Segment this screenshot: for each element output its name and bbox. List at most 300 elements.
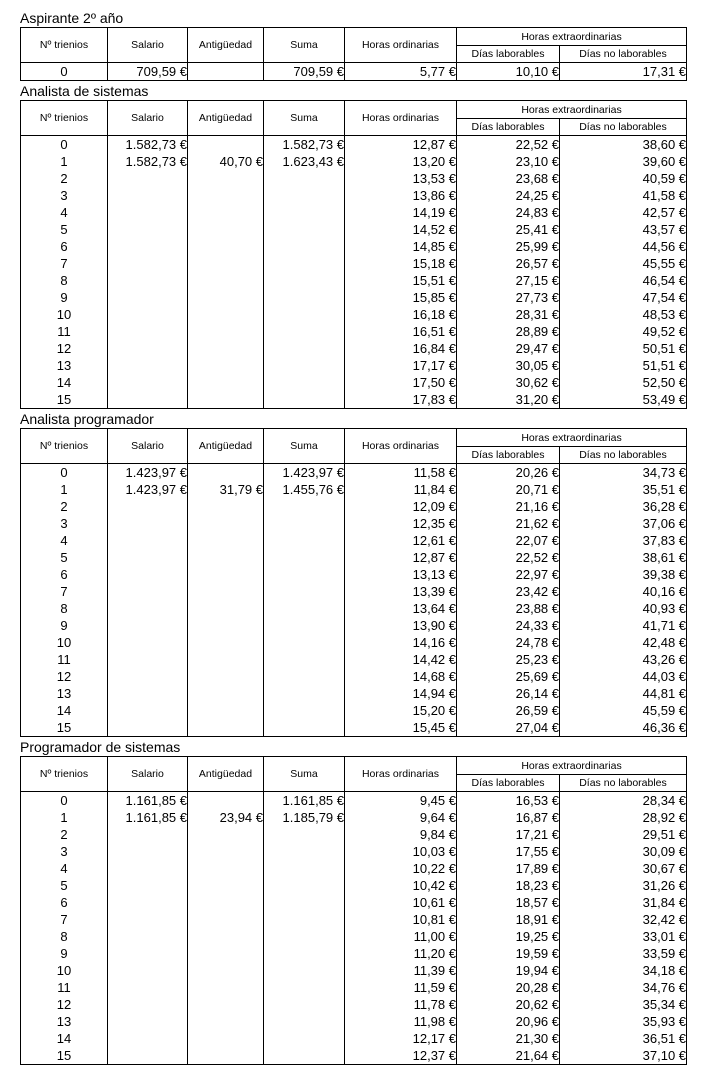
header-suma: Suma [264, 757, 345, 792]
cell-trienios: 0 [21, 464, 108, 482]
cell-trienios: 11 [21, 323, 108, 340]
cell-trienios: 14 [21, 702, 108, 719]
cell-dias-laborables: 24,33 € [457, 617, 560, 634]
cell-dias-laborables: 22,07 € [457, 532, 560, 549]
cell-trienios: 2 [21, 498, 108, 515]
cell-dias-no-laborables: 53,49 € [560, 391, 687, 409]
cell-trienios: 15 [21, 391, 108, 409]
cell-antiguedad [188, 860, 264, 877]
cell-dias-no-laborables: 44,81 € [560, 685, 687, 702]
table-row [21, 221, 687, 238]
cell-dias-no-laborables: 37,06 € [560, 515, 687, 532]
section-title: Analista de sistemas [20, 83, 149, 99]
cell-suma [264, 685, 345, 702]
header-suma: Suma [264, 429, 345, 464]
cell-suma [264, 1030, 345, 1047]
cell-trienios: 5 [21, 549, 108, 566]
cell-dias-no-laborables: 44,03 € [560, 668, 687, 685]
cell-dias-laborables: 24,83 € [457, 204, 560, 221]
cell-horas-ordinarias: 15,85 € [345, 289, 457, 306]
header-antiguedad: Antigüedad [188, 429, 264, 464]
cell-trienios: 10 [21, 634, 108, 651]
cell-dias-no-laborables: 42,57 € [560, 204, 687, 221]
cell-dias-no-laborables: 31,26 € [560, 877, 687, 894]
cell-salario [108, 945, 188, 962]
header-suma: Suma [264, 101, 345, 136]
cell-antiguedad [188, 170, 264, 187]
table-row [21, 843, 687, 860]
cell-dias-no-laborables: 40,16 € [560, 583, 687, 600]
cell-trienios: 3 [21, 187, 108, 204]
cell-horas-ordinarias: 15,18 € [345, 255, 457, 272]
cell-antiguedad [188, 187, 264, 204]
cell-salario: 1.582,73 € [108, 153, 188, 170]
table-row [21, 136, 687, 154]
cell-dias-laborables: 21,16 € [457, 498, 560, 515]
cell-trienios: 7 [21, 911, 108, 928]
header-horas-ordinarias: Horas ordinarias [345, 757, 457, 792]
cell-dias-laborables: 26,57 € [457, 255, 560, 272]
cell-dias-laborables: 27,04 € [457, 719, 560, 737]
cell-horas-ordinarias: 15,45 € [345, 719, 457, 737]
cell-dias-no-laborables: 42,48 € [560, 634, 687, 651]
cell-antiguedad: 31,79 € [188, 481, 264, 498]
cell-trienios: 1 [21, 481, 108, 498]
cell-antiguedad [188, 945, 264, 962]
header-antiguedad: Antigüedad [188, 28, 264, 63]
cell-horas-ordinarias: 11,78 € [345, 996, 457, 1013]
salary-table [20, 756, 687, 1065]
table-row [21, 996, 687, 1013]
cell-salario [108, 187, 188, 204]
cell-antiguedad [188, 702, 264, 719]
cell-salario [108, 719, 188, 737]
cell-antiguedad [188, 1047, 264, 1065]
cell-antiguedad [188, 877, 264, 894]
cell-salario [108, 374, 188, 391]
cell-dias-laborables: 17,21 € [457, 826, 560, 843]
cell-antiguedad [188, 634, 264, 651]
table-row [21, 255, 687, 272]
cell-dias-laborables: 27,15 € [457, 272, 560, 289]
cell-antiguedad [188, 1013, 264, 1030]
salary-document [20, 10, 686, 1065]
table-row [21, 153, 687, 170]
table-row [21, 928, 687, 945]
cell-salario [108, 843, 188, 860]
table-row [21, 187, 687, 204]
cell-suma: 1.161,85 € [264, 792, 345, 810]
cell-dias-no-laborables: 43,57 € [560, 221, 687, 238]
cell-dias-no-laborables: 46,36 € [560, 719, 687, 737]
cell-horas-ordinarias: 12,87 € [345, 136, 457, 154]
cell-trienios: 3 [21, 515, 108, 532]
cell-dias-no-laborables: 40,93 € [560, 600, 687, 617]
cell-antiguedad [188, 391, 264, 409]
cell-horas-ordinarias: 12,09 € [345, 498, 457, 515]
cell-trienios: 10 [21, 962, 108, 979]
cell-antiguedad [188, 238, 264, 255]
cell-dias-no-laborables: 41,71 € [560, 617, 687, 634]
salary-table [20, 428, 687, 737]
table-row [21, 826, 687, 843]
salary-section [20, 10, 686, 81]
cell-trienios: 2 [21, 826, 108, 843]
cell-suma [264, 566, 345, 583]
cell-salario [108, 515, 188, 532]
header-horas-ordinarias: Horas ordinarias [345, 429, 457, 464]
cell-dias-no-laborables: 40,59 € [560, 170, 687, 187]
cell-suma [264, 962, 345, 979]
table-row [21, 634, 687, 651]
table-body [21, 63, 687, 81]
cell-antiguedad [188, 272, 264, 289]
cell-salario [108, 566, 188, 583]
table-row [21, 238, 687, 255]
cell-dias-laborables: 19,94 € [457, 962, 560, 979]
cell-suma [264, 928, 345, 945]
cell-salario [108, 928, 188, 945]
cell-trienios: 2 [21, 170, 108, 187]
cell-trienios: 8 [21, 272, 108, 289]
cell-horas-ordinarias: 13,90 € [345, 617, 457, 634]
cell-antiguedad [188, 464, 264, 482]
cell-horas-ordinarias: 11,20 € [345, 945, 457, 962]
cell-antiguedad [188, 63, 264, 81]
cell-dias-no-laborables: 38,60 € [560, 136, 687, 154]
cell-dias-no-laborables: 44,56 € [560, 238, 687, 255]
cell-horas-ordinarias: 11,98 € [345, 1013, 457, 1030]
cell-antiguedad [188, 306, 264, 323]
table-row [21, 651, 687, 668]
salary-table [20, 100, 687, 409]
cell-dias-laborables: 17,89 € [457, 860, 560, 877]
cell-salario [108, 826, 188, 843]
cell-horas-ordinarias: 11,59 € [345, 979, 457, 996]
cell-antiguedad [188, 1030, 264, 1047]
table-row [21, 498, 687, 515]
cell-suma: 1.455,76 € [264, 481, 345, 498]
table-row [21, 515, 687, 532]
cell-horas-ordinarias: 10,42 € [345, 877, 457, 894]
cell-horas-ordinarias: 16,51 € [345, 323, 457, 340]
cell-dias-no-laborables: 34,76 € [560, 979, 687, 996]
cell-salario [108, 272, 188, 289]
cell-trienios: 11 [21, 979, 108, 996]
cell-horas-ordinarias: 13,53 € [345, 170, 457, 187]
cell-antiguedad [188, 549, 264, 566]
cell-suma [264, 255, 345, 272]
table-body [21, 136, 687, 409]
cell-salario [108, 617, 188, 634]
cell-trienios: 7 [21, 583, 108, 600]
cell-antiguedad [188, 996, 264, 1013]
cell-suma [264, 306, 345, 323]
cell-suma [264, 634, 345, 651]
table-row [21, 600, 687, 617]
table-row [21, 357, 687, 374]
cell-salario: 709,59 € [108, 63, 188, 81]
cell-dias-laborables: 30,62 € [457, 374, 560, 391]
table-row [21, 272, 687, 289]
cell-suma [264, 391, 345, 409]
header-trienios: Nº trienios [21, 28, 108, 63]
header-horas-ordinarias: Horas ordinarias [345, 101, 457, 136]
cell-trienios: 0 [21, 63, 108, 81]
cell-trienios: 8 [21, 600, 108, 617]
table-row [21, 464, 687, 482]
cell-antiguedad [188, 826, 264, 843]
cell-salario [108, 962, 188, 979]
cell-salario [108, 204, 188, 221]
cell-dias-no-laborables: 49,52 € [560, 323, 687, 340]
table-row [21, 860, 687, 877]
cell-dias-no-laborables: 43,26 € [560, 651, 687, 668]
cell-horas-ordinarias: 14,52 € [345, 221, 457, 238]
cell-horas-ordinarias: 10,61 € [345, 894, 457, 911]
cell-dias-no-laborables: 32,42 € [560, 911, 687, 928]
cell-horas-ordinarias: 13,13 € [345, 566, 457, 583]
cell-salario: 1.423,97 € [108, 481, 188, 498]
cell-trienios: 3 [21, 843, 108, 860]
cell-trienios: 7 [21, 255, 108, 272]
cell-horas-ordinarias: 17,83 € [345, 391, 457, 409]
cell-antiguedad [188, 719, 264, 737]
table-row [21, 979, 687, 996]
cell-dias-laborables: 16,87 € [457, 809, 560, 826]
cell-dias-laborables: 19,59 € [457, 945, 560, 962]
table-row [21, 549, 687, 566]
table-row [21, 894, 687, 911]
cell-suma [264, 498, 345, 515]
table-row [21, 685, 687, 702]
cell-trienios: 5 [21, 221, 108, 238]
cell-antiguedad [188, 498, 264, 515]
cell-horas-ordinarias: 12,61 € [345, 532, 457, 549]
cell-horas-ordinarias: 10,22 € [345, 860, 457, 877]
cell-salario [108, 255, 188, 272]
cell-suma [264, 877, 345, 894]
cell-dias-laborables: 27,73 € [457, 289, 560, 306]
cell-dias-no-laborables: 34,73 € [560, 464, 687, 482]
cell-dias-laborables: 25,23 € [457, 651, 560, 668]
cell-dias-no-laborables: 28,34 € [560, 792, 687, 810]
cell-horas-ordinarias: 5,77 € [345, 63, 457, 81]
cell-horas-ordinarias: 15,51 € [345, 272, 457, 289]
cell-antiguedad: 23,94 € [188, 809, 264, 826]
cell-dias-no-laborables: 38,61 € [560, 549, 687, 566]
cell-dias-laborables: 20,96 € [457, 1013, 560, 1030]
cell-salario [108, 357, 188, 374]
cell-trienios: 9 [21, 945, 108, 962]
cell-antiguedad [188, 221, 264, 238]
cell-antiguedad [188, 532, 264, 549]
cell-salario [108, 323, 188, 340]
cell-salario [108, 221, 188, 238]
cell-horas-ordinarias: 13,20 € [345, 153, 457, 170]
table-row [21, 289, 687, 306]
cell-antiguedad [188, 617, 264, 634]
cell-horas-ordinarias: 11,39 € [345, 962, 457, 979]
cell-dias-no-laborables: 47,54 € [560, 289, 687, 306]
cell-horas-ordinarias: 12,35 € [345, 515, 457, 532]
cell-suma [264, 221, 345, 238]
cell-salario: 1.161,85 € [108, 792, 188, 810]
cell-horas-ordinarias: 15,20 € [345, 702, 457, 719]
cell-salario [108, 170, 188, 187]
cell-horas-ordinarias: 12,17 € [345, 1030, 457, 1047]
cell-suma [264, 843, 345, 860]
cell-trienios: 4 [21, 204, 108, 221]
cell-trienios: 13 [21, 685, 108, 702]
cell-horas-ordinarias: 13,39 € [345, 583, 457, 600]
cell-trienios: 6 [21, 566, 108, 583]
cell-dias-laborables: 20,26 € [457, 464, 560, 482]
cell-horas-ordinarias: 12,37 € [345, 1047, 457, 1065]
cell-suma [264, 860, 345, 877]
cell-trienios: 10 [21, 306, 108, 323]
cell-antiguedad [188, 928, 264, 945]
cell-horas-ordinarias: 12,87 € [345, 549, 457, 566]
table-row [21, 204, 687, 221]
header-dias-laborables: Días laborables [457, 775, 560, 792]
cell-suma [264, 702, 345, 719]
cell-trienios: 1 [21, 809, 108, 826]
cell-dias-laborables: 18,23 € [457, 877, 560, 894]
table-row [21, 391, 687, 409]
cell-suma [264, 894, 345, 911]
section-title: Programador de sistemas [20, 739, 181, 755]
cell-dias-laborables: 20,28 € [457, 979, 560, 996]
cell-antiguedad [188, 289, 264, 306]
cell-dias-laborables: 22,52 € [457, 136, 560, 154]
cell-dias-laborables: 23,42 € [457, 583, 560, 600]
cell-dias-no-laborables: 36,51 € [560, 1030, 687, 1047]
cell-trienios: 12 [21, 340, 108, 357]
cell-salario [108, 306, 188, 323]
header-trienios: Nº trienios [21, 757, 108, 792]
cell-trienios: 1 [21, 153, 108, 170]
cell-trienios: 8 [21, 928, 108, 945]
cell-dias-laborables: 21,30 € [457, 1030, 560, 1047]
cell-horas-ordinarias: 9,45 € [345, 792, 457, 810]
cell-dias-no-laborables: 30,09 € [560, 843, 687, 860]
cell-suma: 1.423,97 € [264, 464, 345, 482]
cell-trienios: 6 [21, 894, 108, 911]
cell-antiguedad [188, 668, 264, 685]
cell-suma [264, 668, 345, 685]
header-salario: Salario [108, 28, 188, 63]
cell-dias-no-laborables: 37,10 € [560, 1047, 687, 1065]
cell-salario: 1.423,97 € [108, 464, 188, 482]
salary-table [20, 27, 687, 81]
cell-dias-no-laborables: 31,84 € [560, 894, 687, 911]
cell-suma [264, 996, 345, 1013]
cell-salario [108, 685, 188, 702]
cell-suma: 1.185,79 € [264, 809, 345, 826]
cell-antiguedad [188, 566, 264, 583]
cell-horas-ordinarias: 10,03 € [345, 843, 457, 860]
cell-horas-ordinarias: 10,81 € [345, 911, 457, 928]
section-title: Aspirante 2º año [20, 10, 124, 26]
header-dias-no-laborables: Días no laborables [560, 46, 687, 63]
cell-horas-ordinarias: 11,00 € [345, 928, 457, 945]
table-row [21, 170, 687, 187]
table-row [21, 719, 687, 737]
cell-dias-laborables: 17,55 € [457, 843, 560, 860]
header-horas-extraordinarias: Horas extraordinarias [457, 429, 687, 447]
header-horas-extraordinarias: Horas extraordinarias [457, 28, 687, 46]
cell-dias-no-laborables: 17,31 € [560, 63, 687, 81]
cell-suma [264, 204, 345, 221]
header-dias-no-laborables: Días no laborables [560, 447, 687, 464]
cell-dias-no-laborables: 37,83 € [560, 532, 687, 549]
cell-dias-laborables: 23,68 € [457, 170, 560, 187]
cell-salario [108, 238, 188, 255]
cell-antiguedad [188, 685, 264, 702]
header-dias-no-laborables: Días no laborables [560, 119, 687, 136]
cell-suma [264, 272, 345, 289]
cell-horas-ordinarias: 16,84 € [345, 340, 457, 357]
cell-suma [264, 651, 345, 668]
cell-dias-no-laborables: 35,51 € [560, 481, 687, 498]
header-salario: Salario [108, 757, 188, 792]
cell-antiguedad [188, 600, 264, 617]
cell-horas-ordinarias: 13,64 € [345, 600, 457, 617]
cell-trienios: 9 [21, 617, 108, 634]
cell-dias-laborables: 20,62 € [457, 996, 560, 1013]
cell-salario [108, 996, 188, 1013]
cell-trienios: 13 [21, 1013, 108, 1030]
cell-dias-laborables: 28,89 € [457, 323, 560, 340]
cell-dias-no-laborables: 33,01 € [560, 928, 687, 945]
cell-dias-laborables: 25,41 € [457, 221, 560, 238]
cell-dias-laborables: 26,14 € [457, 685, 560, 702]
header-horas-extraordinarias: Horas extraordinarias [457, 101, 687, 119]
cell-salario [108, 911, 188, 928]
cell-suma [264, 187, 345, 204]
cell-dias-laborables: 31,20 € [457, 391, 560, 409]
cell-antiguedad [188, 136, 264, 154]
cell-suma: 1.623,43 € [264, 153, 345, 170]
table-row [21, 481, 687, 498]
cell-suma [264, 170, 345, 187]
cell-trienios: 6 [21, 238, 108, 255]
header-trienios: Nº trienios [21, 429, 108, 464]
cell-suma [264, 1047, 345, 1065]
cell-suma [264, 826, 345, 843]
cell-salario [108, 549, 188, 566]
table-body [21, 464, 687, 737]
cell-dias-laborables: 18,57 € [457, 894, 560, 911]
cell-salario [108, 702, 188, 719]
cell-horas-ordinarias: 17,17 € [345, 357, 457, 374]
cell-dias-laborables: 21,62 € [457, 515, 560, 532]
cell-horas-ordinarias: 14,16 € [345, 634, 457, 651]
header-dias-no-laborables: Días no laborables [560, 775, 687, 792]
salary-section [20, 83, 686, 409]
cell-salario [108, 634, 188, 651]
salary-section [20, 739, 686, 1065]
cell-horas-ordinarias: 14,68 € [345, 668, 457, 685]
table-row [21, 583, 687, 600]
cell-dias-laborables: 25,69 € [457, 668, 560, 685]
cell-dias-no-laborables: 28,92 € [560, 809, 687, 826]
cell-salario [108, 877, 188, 894]
cell-dias-no-laborables: 30,67 € [560, 860, 687, 877]
cell-salario: 1.582,73 € [108, 136, 188, 154]
cell-dias-laborables: 23,88 € [457, 600, 560, 617]
